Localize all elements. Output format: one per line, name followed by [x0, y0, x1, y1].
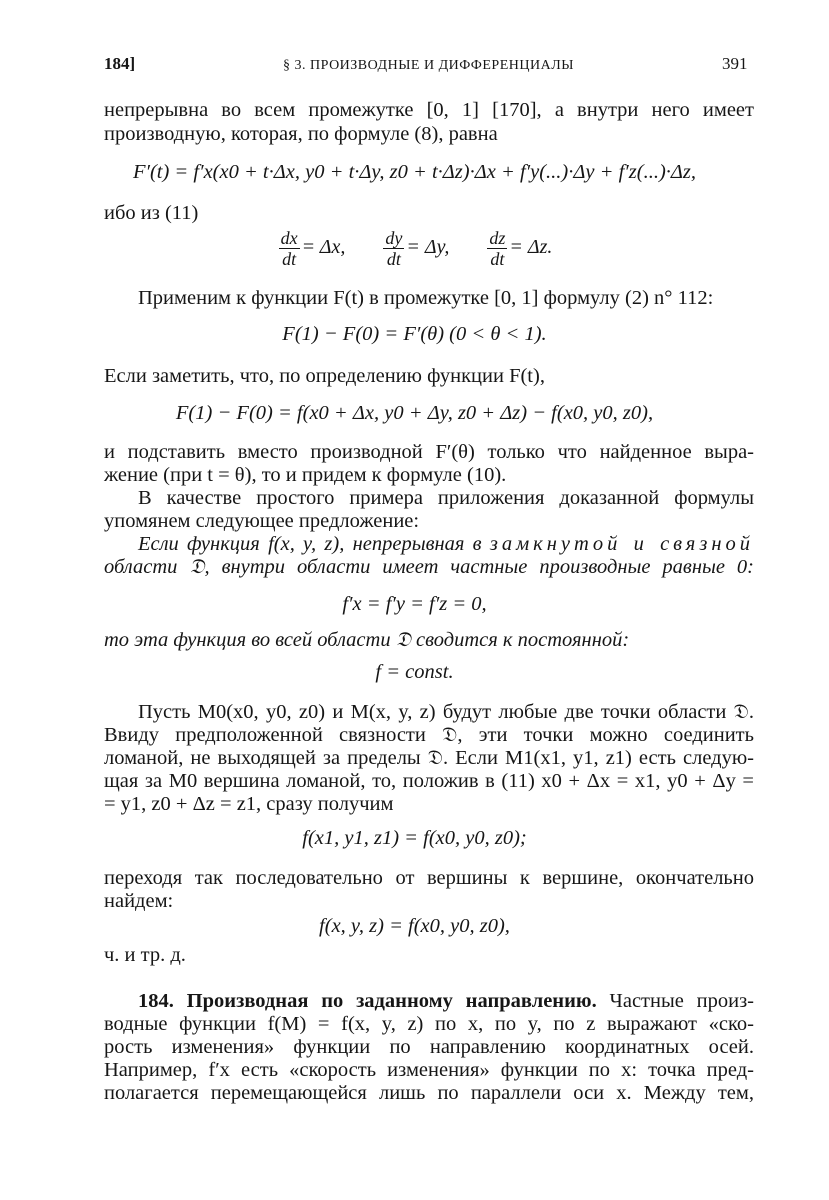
- section-184-title: Производная по заданному направлению.: [186, 990, 597, 1012]
- fraction-dy-dt: $\frac{dy}{dt}$: [385, 228, 403, 269]
- text-line-7: жение (при t = θ), то и придем к формуле (10).: [104, 464, 507, 486]
- text-line-15: ломаной, не выходящей за пределы 𝔇. Если M1(x1, y1, z1) есть следую-: [104, 747, 754, 769]
- section-184-line-1: [138, 989, 754, 1013]
- text-line-13: Пусть M0(x0, y0, z0) и M(x, y, z) будут любые две точки области 𝔇.: [138, 701, 754, 723]
- equation-const: f = const.: [375, 661, 454, 683]
- page-number: 391: [722, 54, 748, 73]
- equation-increment: F(1) − F(0) = f(x0 + Δx, y0 + Δy, z0 + Δz) − f(x0, y0, z0),: [175, 402, 654, 424]
- running-header: § 3. ПРОИЗВОДНЫЕ И ДИФФЕРЕНЦИАЛЫ: [283, 58, 574, 73]
- text-line-16: щая за M0 вершина ломаной, то, положив в (11) x0 + Δx = x1, y0 + Δy =: [104, 770, 754, 792]
- text-line-5: Если заметить, что, по определению функции F(t),: [104, 365, 545, 387]
- section-184-rest: Частные произ-: [609, 990, 755, 1012]
- section-184-line-2: водные функции f(M) = f(x, y, z) по x, по y, по z выражают «ско-: [104, 1013, 754, 1035]
- fraction-dz-rhs: = Δz.: [509, 236, 553, 259]
- equation-step: f(x1, y1, z1) = f(x0, y0, z0);: [302, 827, 527, 849]
- text-line-6: и подставить вместо производной F′(θ) только что найденное выра-: [104, 441, 754, 463]
- fraction-dy-rhs: = Δy,: [406, 236, 450, 259]
- fraction-dz-dt: $\frac{dz}{dt}$: [489, 228, 506, 269]
- equation-final: f(x, y, z) = f(x0, y0, z0),: [319, 915, 510, 937]
- fraction-dx-dt: $\frac{dx}{dt}$: [280, 228, 298, 269]
- text-line-9: упомянем следующее предложение:: [104, 510, 420, 532]
- section-184-line-5: полагается перемещающейся лишь по параллели оси x. Между тем,: [104, 1082, 754, 1104]
- theorem-line-3: то эта функция во всей области 𝔇 сводится к постоянной:: [104, 629, 630, 651]
- fraction-dx-rhs: = Δx,: [301, 236, 346, 259]
- text-line-19: найдем:: [104, 890, 174, 912]
- text-line-8: В качестве простого примера приложения доказанной формулы: [138, 487, 754, 509]
- text-line-14: Ввиду предположенной связности 𝔇, эти точки можно соединить: [104, 724, 754, 746]
- equation-derivative-F: F′(t) = f′x(x0 + t·Δx, y0 + t·Δy, z0 + t·Δz)·Δx + f′y(...)·Δy + f′z(...)·Δz,: [132, 161, 697, 183]
- section-184-number: 184.: [138, 990, 174, 1012]
- theorem-line-2: области 𝔇, внутри области имеет частные производные равные 0:: [104, 556, 754, 578]
- text-line-17: = y1, z0 + Δz = z1, сразу получим: [104, 793, 394, 815]
- section-number: 184]: [104, 54, 136, 73]
- theorem-line-1a: Если функция f(x, y, z), непрерывная в: [138, 533, 482, 555]
- text-line-20: ч. и тр. д.: [104, 944, 186, 966]
- section-184-line-3: рость изменения» функции по направлению координатных осей.: [104, 1036, 754, 1058]
- text-line-3: ибо из (11): [104, 202, 199, 224]
- text-line-2: производную, которая, по формуле (8), равна: [104, 123, 498, 145]
- section-184-line-4: Например, f′x есть «скорость изменения» функции по x: точка пред-: [104, 1059, 754, 1081]
- text-line-18: переходя так последовательно от вершины к вершине, окончательно: [104, 867, 754, 889]
- equation-lagrange: F(1) − F(0) = F′(θ) (0 < θ < 1).: [282, 323, 547, 345]
- theorem-line-1b: замкнутой и связной: [489, 533, 754, 555]
- text-line-4: Применим к функции F(t) в промежутке [0, 1] формулу (2) n° 112:: [138, 287, 714, 309]
- equation-fractions: [0, 228, 829, 269]
- theorem-line-1: [138, 532, 754, 556]
- equation-partials-zero: f′x = f′y = f′z = 0,: [342, 593, 487, 615]
- text-line-1: непрерывна во всем промежутке [0, 1] [170], а внутри него имеет: [104, 99, 754, 121]
